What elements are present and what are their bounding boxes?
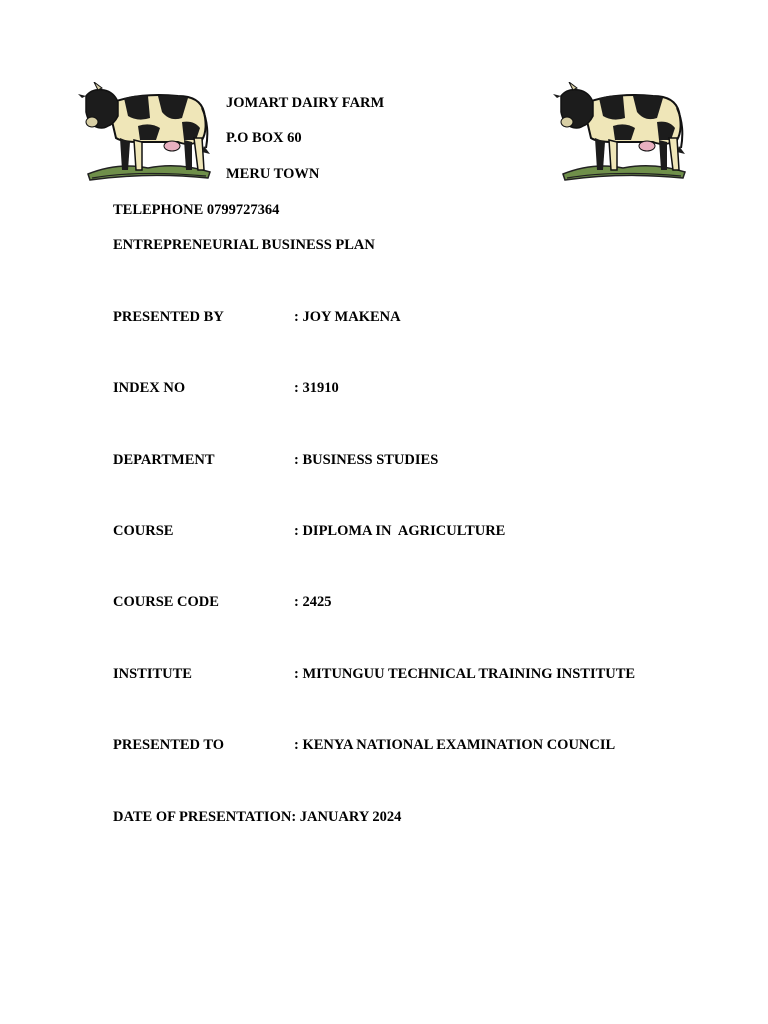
field-value-institute: : MITUNGUU TECHNICAL TRAINING INSTITUTE: [294, 666, 636, 682]
field-label-department: DEPARTMENT: [113, 452, 215, 468]
field-label-presented-to: PRESENTED TO: [113, 737, 225, 753]
field-label-index-no: INDEX NO: [113, 380, 186, 396]
po-box: P.O BOX 60: [226, 130, 302, 146]
field-label-presented-by: PRESENTED BY: [113, 309, 224, 325]
farm-name: JOMART DAIRY FARM: [226, 95, 385, 111]
field-value-course-code: : 2425: [294, 594, 332, 610]
field-label-institute: INSTITUTE: [113, 666, 192, 682]
field-value-presented-to: : KENYA NATIONAL EXAMINATION COUNCIL: [294, 737, 616, 753]
field-value-index-no: : 31910: [294, 380, 339, 396]
telephone: TELEPHONE 0799727364: [113, 202, 280, 218]
field-label-course-code: COURSE CODE: [113, 594, 219, 610]
field-value-department: : BUSINESS STUDIES: [294, 452, 439, 468]
field-value-course: : DIPLOMA IN AGRICULTURE: [294, 523, 506, 539]
town: MERU TOWN: [226, 166, 320, 182]
field-label-course: COURSE: [113, 523, 174, 539]
field-value-presented-by: : JOY MAKENA: [294, 309, 401, 325]
document-title: ENTREPRENEURIAL BUSINESS PLAN: [113, 237, 375, 253]
cow-icon: [553, 82, 689, 182]
date-of-presentation: DATE OF PRESENTATION: JANUARY 2024: [113, 809, 402, 825]
cow-icon: [78, 82, 214, 182]
